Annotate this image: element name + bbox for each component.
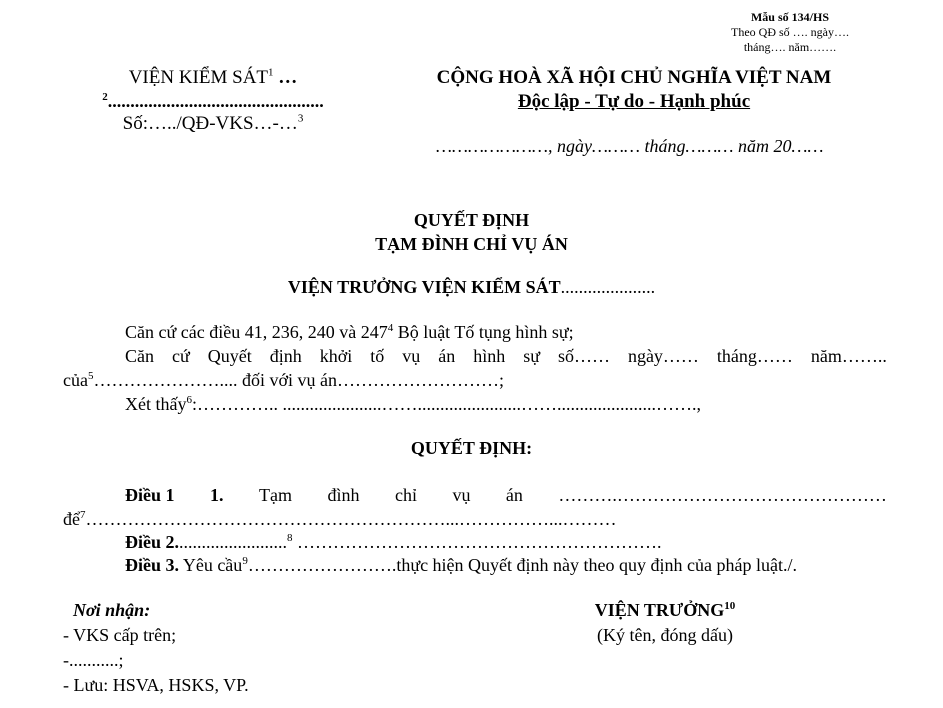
authority-line: VIỆN TRƯỞNG VIỆN KIỂM SÁT.....................: [287, 277, 656, 297]
article-1-word: chỉ: [394, 485, 417, 505]
basis-issuer: của$^5$………………….... đối với vụ án………………………;: [63, 370, 504, 390]
place-date-line: …………………, ngày……… tháng……… năm 20……: [436, 136, 824, 156]
signer-title: VIỆN TRƯỞNG$^{10}$: [594, 600, 736, 620]
basis-finding: Xét thấy$^6$:………….. ......................…….......................……......................…….,: [125, 394, 701, 414]
article-1-word: đình: [327, 485, 360, 505]
signature-note: (Ký tên, đóng dấu): [597, 625, 733, 645]
recipients: [63, 598, 249, 698]
decision-number: Số:…../QĐ-VKS…-…$^3$: [122, 112, 304, 134]
form-code-number: Mẫu số 134/HS: [750, 10, 829, 24]
article-1-number: 1.: [209, 485, 224, 505]
basis-word: số……: [557, 346, 610, 366]
basis-word: hình: [473, 346, 506, 366]
article-1-word: án: [505, 485, 523, 505]
article-1-label: Điều 1: [125, 485, 175, 505]
title-line-1: QUYẾT ĐỊNH: [413, 210, 530, 230]
decision-heading: QUYẾT ĐỊNH:: [410, 438, 533, 458]
basis-word: Quyết: [207, 346, 252, 366]
recipient-item: -...........;: [63, 650, 124, 670]
form-code-decision: Theo QĐ số …. ngày….: [731, 25, 849, 39]
basis-word: khởi: [319, 346, 353, 366]
motto: Độc lập - Tự do - Hạnh phúc: [517, 91, 751, 112]
basis-word: vụ: [402, 346, 421, 366]
agency-name: VIỆN KIỂM SÁT$^1$ …: [128, 66, 298, 88]
basis-word: sự: [523, 346, 540, 366]
basis-word: án: [438, 346, 456, 366]
issuing-agency-header: [88, 66, 338, 136]
basis-word: tháng……: [716, 346, 793, 366]
title-line-2: TẠM ĐÌNH CHỈ VỤ ÁN: [375, 234, 568, 254]
form-code: [712, 10, 868, 55]
basis-prosecution-decision: [125, 346, 887, 367]
basis-word: Căn: [125, 346, 154, 366]
recipient-item: - Lưu: HSVA, HSKS, VP.: [63, 675, 249, 695]
basis-word: cứ: [171, 346, 190, 366]
article-1-word: vụ: [452, 485, 471, 505]
signature-block: [570, 598, 760, 648]
document-title: [0, 208, 943, 256]
basis-word: tố: [370, 346, 385, 366]
recipients-heading: Nơi nhận:: [73, 600, 151, 620]
motto-line: [420, 90, 848, 114]
basis-word: năm……..: [810, 346, 887, 366]
national-header: [420, 66, 848, 114]
form-code-date: tháng…. năm…….: [743, 40, 837, 54]
nation-name: CỘNG HOÀ XÃ HỘI CHỦ NGHĨA VIỆT NAM: [436, 67, 832, 88]
article-2: Điều 2.........................$^8$ …………………………………………………….: [125, 532, 662, 552]
article-1: [125, 485, 887, 506]
article-1-word: Tạm: [258, 485, 292, 505]
basis-word: ngày……: [627, 346, 699, 366]
basis-word: định: [269, 346, 302, 366]
article-3: Điều 3. Yêu cầu$^9$…………………….thực hiện Quyết định này theo quy định của pháp luật./.: [125, 555, 797, 575]
basis-law: Căn cứ các điều 41, 236, 240 và $247^4$ Bộ luật Tố tụng hình sự;: [125, 322, 574, 342]
article-1-continued: để$^7$……………………………………………………...……………...………: [63, 509, 617, 529]
article-1-dots: ……….………………………………………: [558, 485, 887, 505]
agency-subunit: $^2$................................................: [102, 91, 324, 111]
recipient-item: - VKS cấp trên;: [63, 625, 177, 645]
